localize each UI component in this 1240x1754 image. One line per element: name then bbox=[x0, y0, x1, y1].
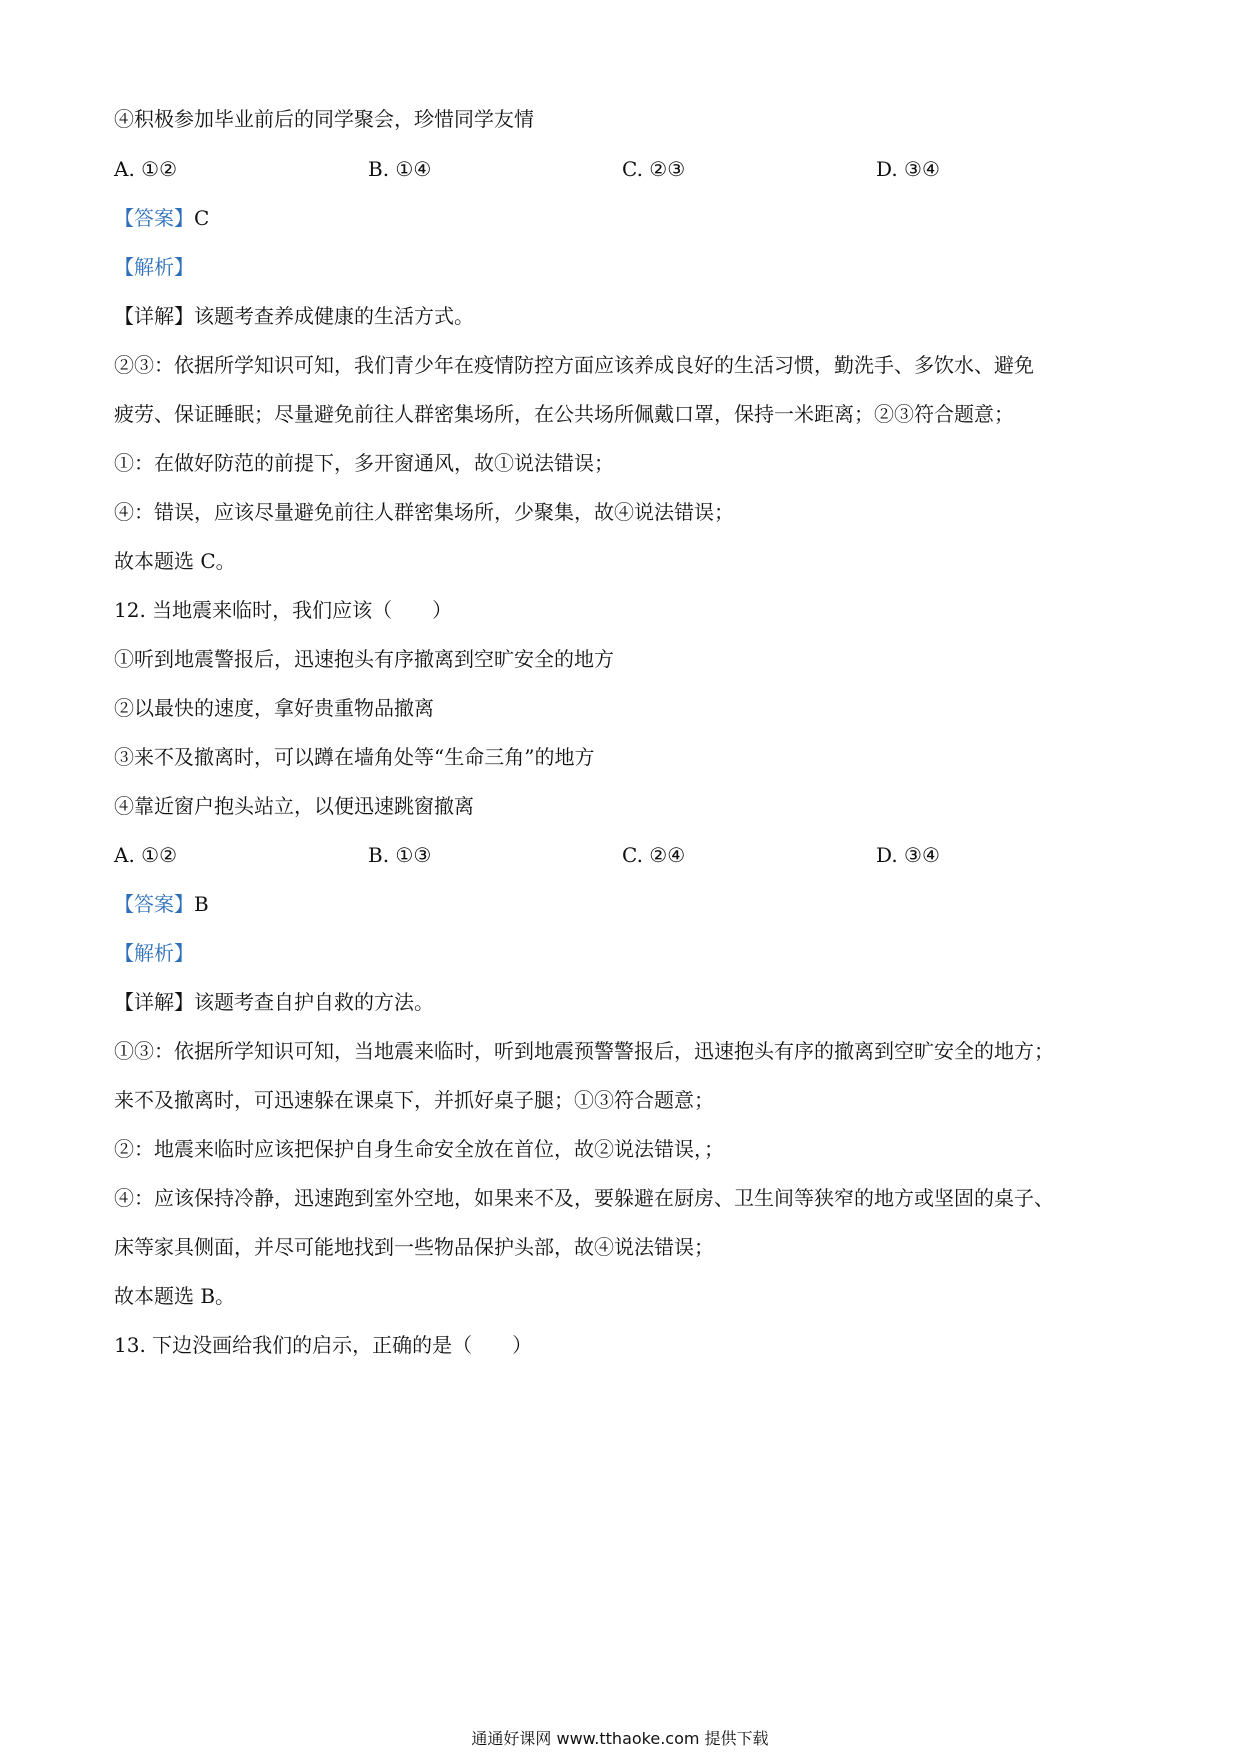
q11-line-3: ①：在做好防范的前提下，多开窗通风，故①说法错误； bbox=[114, 451, 614, 475]
q12-item-2: ②以最快的速度，拿好贵重物品撤离 bbox=[114, 696, 434, 720]
q12-answer-tag: 【答案】 bbox=[114, 892, 194, 916]
q11-line-5: 故本题选 C。 bbox=[114, 549, 236, 573]
q12-option-c: C. ②④ bbox=[622, 843, 686, 867]
q12-detail-tag: 【详解】 bbox=[114, 990, 194, 1014]
q12-analysis-tag: 【解析】 bbox=[114, 941, 194, 965]
q11-option-d: D. ③④ bbox=[876, 157, 940, 181]
q12-line-3: ②：地震来临时应该把保护自身生命安全放在首位，故②说法错误，； bbox=[114, 1137, 724, 1161]
q12-item-4: ④靠近窗户抱头站立，以便迅速跳窗撤离 bbox=[114, 794, 474, 818]
q11-line-1: ②③：依据所学知识可知，我们青少年在疫情防控方面应该养成良好的生活习惯，勤洗手、多饮水、避免 bbox=[114, 353, 1034, 377]
q11-answer-tag: 【答案】 bbox=[114, 206, 194, 230]
q11-option-c: C. ②③ bbox=[622, 157, 686, 181]
q12-option-a: A. ①② bbox=[114, 843, 178, 867]
q12-line-5: 床等家具侧面，并尽可能地找到一些物品保护头部，故④说法错误； bbox=[114, 1235, 714, 1259]
q12-line-6: 故本题选 B。 bbox=[114, 1284, 236, 1308]
q11-detail-tag: 【详解】 bbox=[114, 304, 194, 328]
q12-answer bbox=[114, 890, 1134, 918]
q12-line-2: 来不及撤离时，可迅速躲在课桌下，并抓好桌子腿；①③符合题意； bbox=[114, 1088, 714, 1112]
q11-answer bbox=[114, 204, 1134, 232]
q12-stem: 12. 当地震来临时，我们应该（ ） bbox=[114, 598, 453, 622]
q12-detail-text: 该题考查自护自救的方法。 bbox=[194, 990, 434, 1014]
q12-answer-value: B bbox=[194, 892, 209, 916]
q12-item-1: ①听到地震警报后，迅速抱头有序撤离到空旷安全的地方 bbox=[114, 647, 614, 671]
q11-analysis-tag: 【解析】 bbox=[114, 255, 194, 279]
q12-line-4: ④：应该保持冷静，迅速跑到室外空地，如果来不及，要躲避在厨房、卫生间等狭窄的地方或坚固的桌子、 bbox=[114, 1186, 1054, 1210]
q12-line-1: ①③：依据所学知识可知，当地震来临时，听到地震预警警报后，迅速抱头有序的撤离到空旷安全的地方； bbox=[114, 1039, 1054, 1063]
q12-item-3: ③来不及撤离时，可以蹲在墙角处等“生命三角”的地方 bbox=[114, 745, 595, 769]
q12-option-b: B. ①③ bbox=[368, 843, 432, 867]
q11-line-4: ④：错误，应该尽量避免前往人群密集场所，少聚集，故④说法错误； bbox=[114, 500, 734, 524]
q13-stem: 13. 下边没画给我们的启示，正确的是（ ） bbox=[114, 1333, 533, 1357]
q12-detail bbox=[114, 988, 1134, 1016]
q11-option-b: B. ①④ bbox=[368, 157, 432, 181]
q11-line-2: 疲劳、保证睡眠；尽量避免前往人群密集场所，在公共场所佩戴口罩，保持一米距离；②③符合题意； bbox=[114, 402, 1014, 426]
page-footer: 通通好课网 www.tthaoke.com 提供下载 bbox=[471, 1729, 769, 1748]
q11-item-4: ④积极参加毕业前后的同学聚会，珍惜同学友情 bbox=[114, 107, 534, 131]
q12-option-d: D. ③④ bbox=[876, 843, 940, 867]
q11-option-a: A. ①② bbox=[114, 157, 178, 181]
q11-detail-text: 该题考查养成健康的生活方式。 bbox=[194, 304, 474, 328]
q11-detail bbox=[114, 302, 1134, 330]
q11-answer-value: C bbox=[194, 206, 210, 230]
